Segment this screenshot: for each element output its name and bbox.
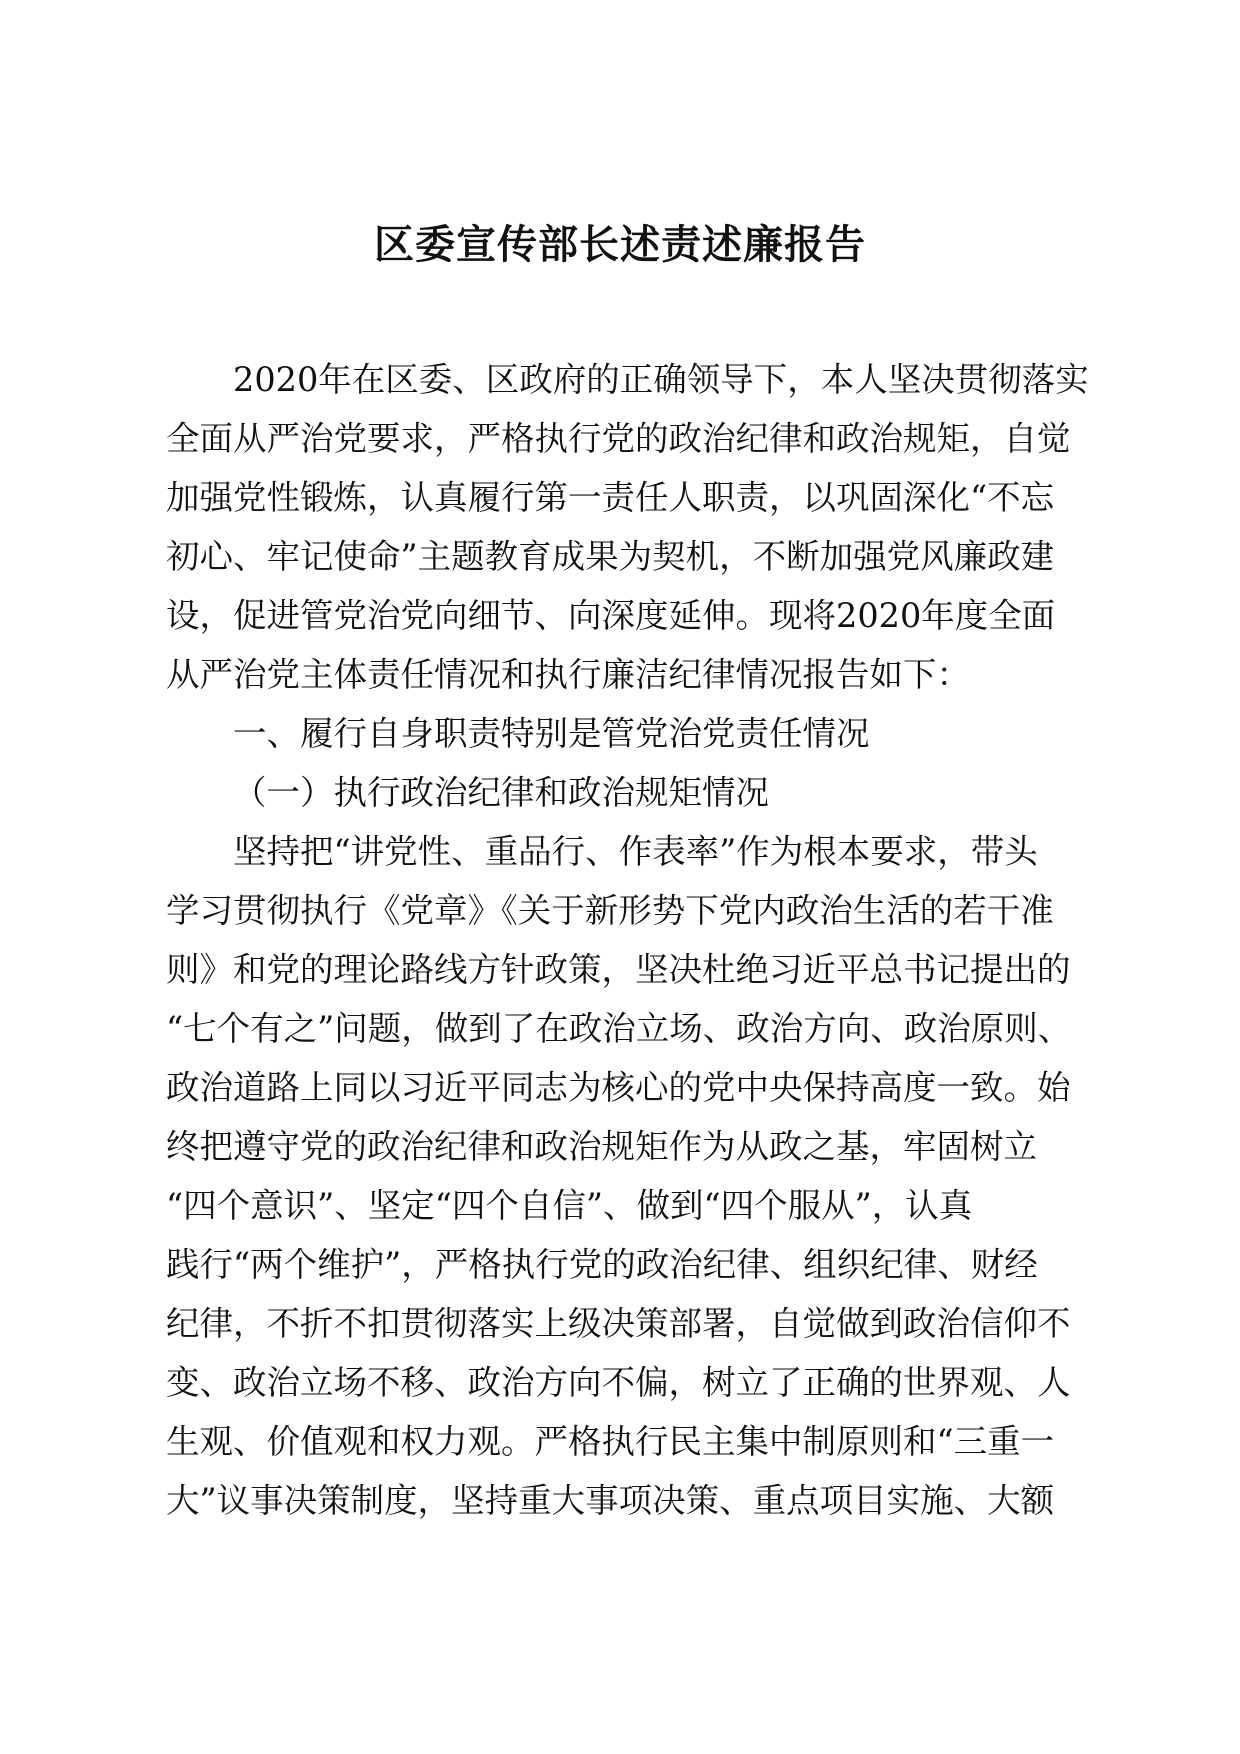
text-line: 纪律，不折不扣贯彻落实上级决策部署，自觉做到政治信仰不 [166,1304,1071,1343]
text-line: 加强党性锻炼，认真履行第一责任人职责，以巩固深化“不忘 [166,478,1055,517]
text-line: 2020年在区委、区政府的正确领导下，本人坚决贯彻落实 [233,360,1089,399]
text-line: 政治道路上同以习近平同志为核心的党中央保持高度一致。始 [166,1068,1071,1107]
document-title: 区委宣传部长述责述廉报告 [374,222,866,268]
text-line: 一、履行自身职责特别是管党治党责任情况 [233,714,870,753]
text-line: “四个意识”、坚定“四个自信”、做到“四个服从”，认真 [166,1186,973,1225]
text-line: “七个有之”问题，做到了在政治立场、政治方向、政治原则、 [166,1009,1072,1048]
text-line: 设，促进管党治党向细节、向深度延伸。现将2020年度全面 [166,596,1056,635]
text-line: 全面从严治党要求，严格执行党的政治纪律和政治规矩，自觉 [166,419,1071,458]
text-line: （一）执行政治纪律和政治规矩情况 [233,773,769,812]
text-line: 终把遵守党的政治纪律和政治规矩作为从政之基，牢固树立 [166,1127,1037,1166]
text-line: 生观、价值观和权力观。严格执行民主集中制原则和“三重一 [166,1422,1055,1461]
text-line: 则》和党的理论路线方针政策，坚决杜绝习近平总书记提出的 [166,950,1071,989]
text-line: 从严治党主体责任情况和执行廉洁纪律情况报告如下： [166,655,970,694]
text-line: 践行“两个维护”，严格执行党的政治纪律、组织纪律、财经 [166,1245,1038,1284]
text-line: 学习贯彻执行《党章》《关于新形势下党内政治生活的若干准 [166,891,1054,930]
text-line: 大”议事决策制度，坚持重大事项决策、重点项目实施、大额 [166,1481,1055,1520]
text-line: 变、政治立场不移、政治方向不偏，树立了正确的世界观、人 [166,1363,1071,1402]
document-body [166,350,1089,1530]
text-line: 坚持把“讲党性、重品行、作表率”作为根本要求，带头 [233,832,1038,871]
text-line: 初心、牢记使命”主题教育成果为契机，不断加强党风廉政建 [166,537,1055,576]
